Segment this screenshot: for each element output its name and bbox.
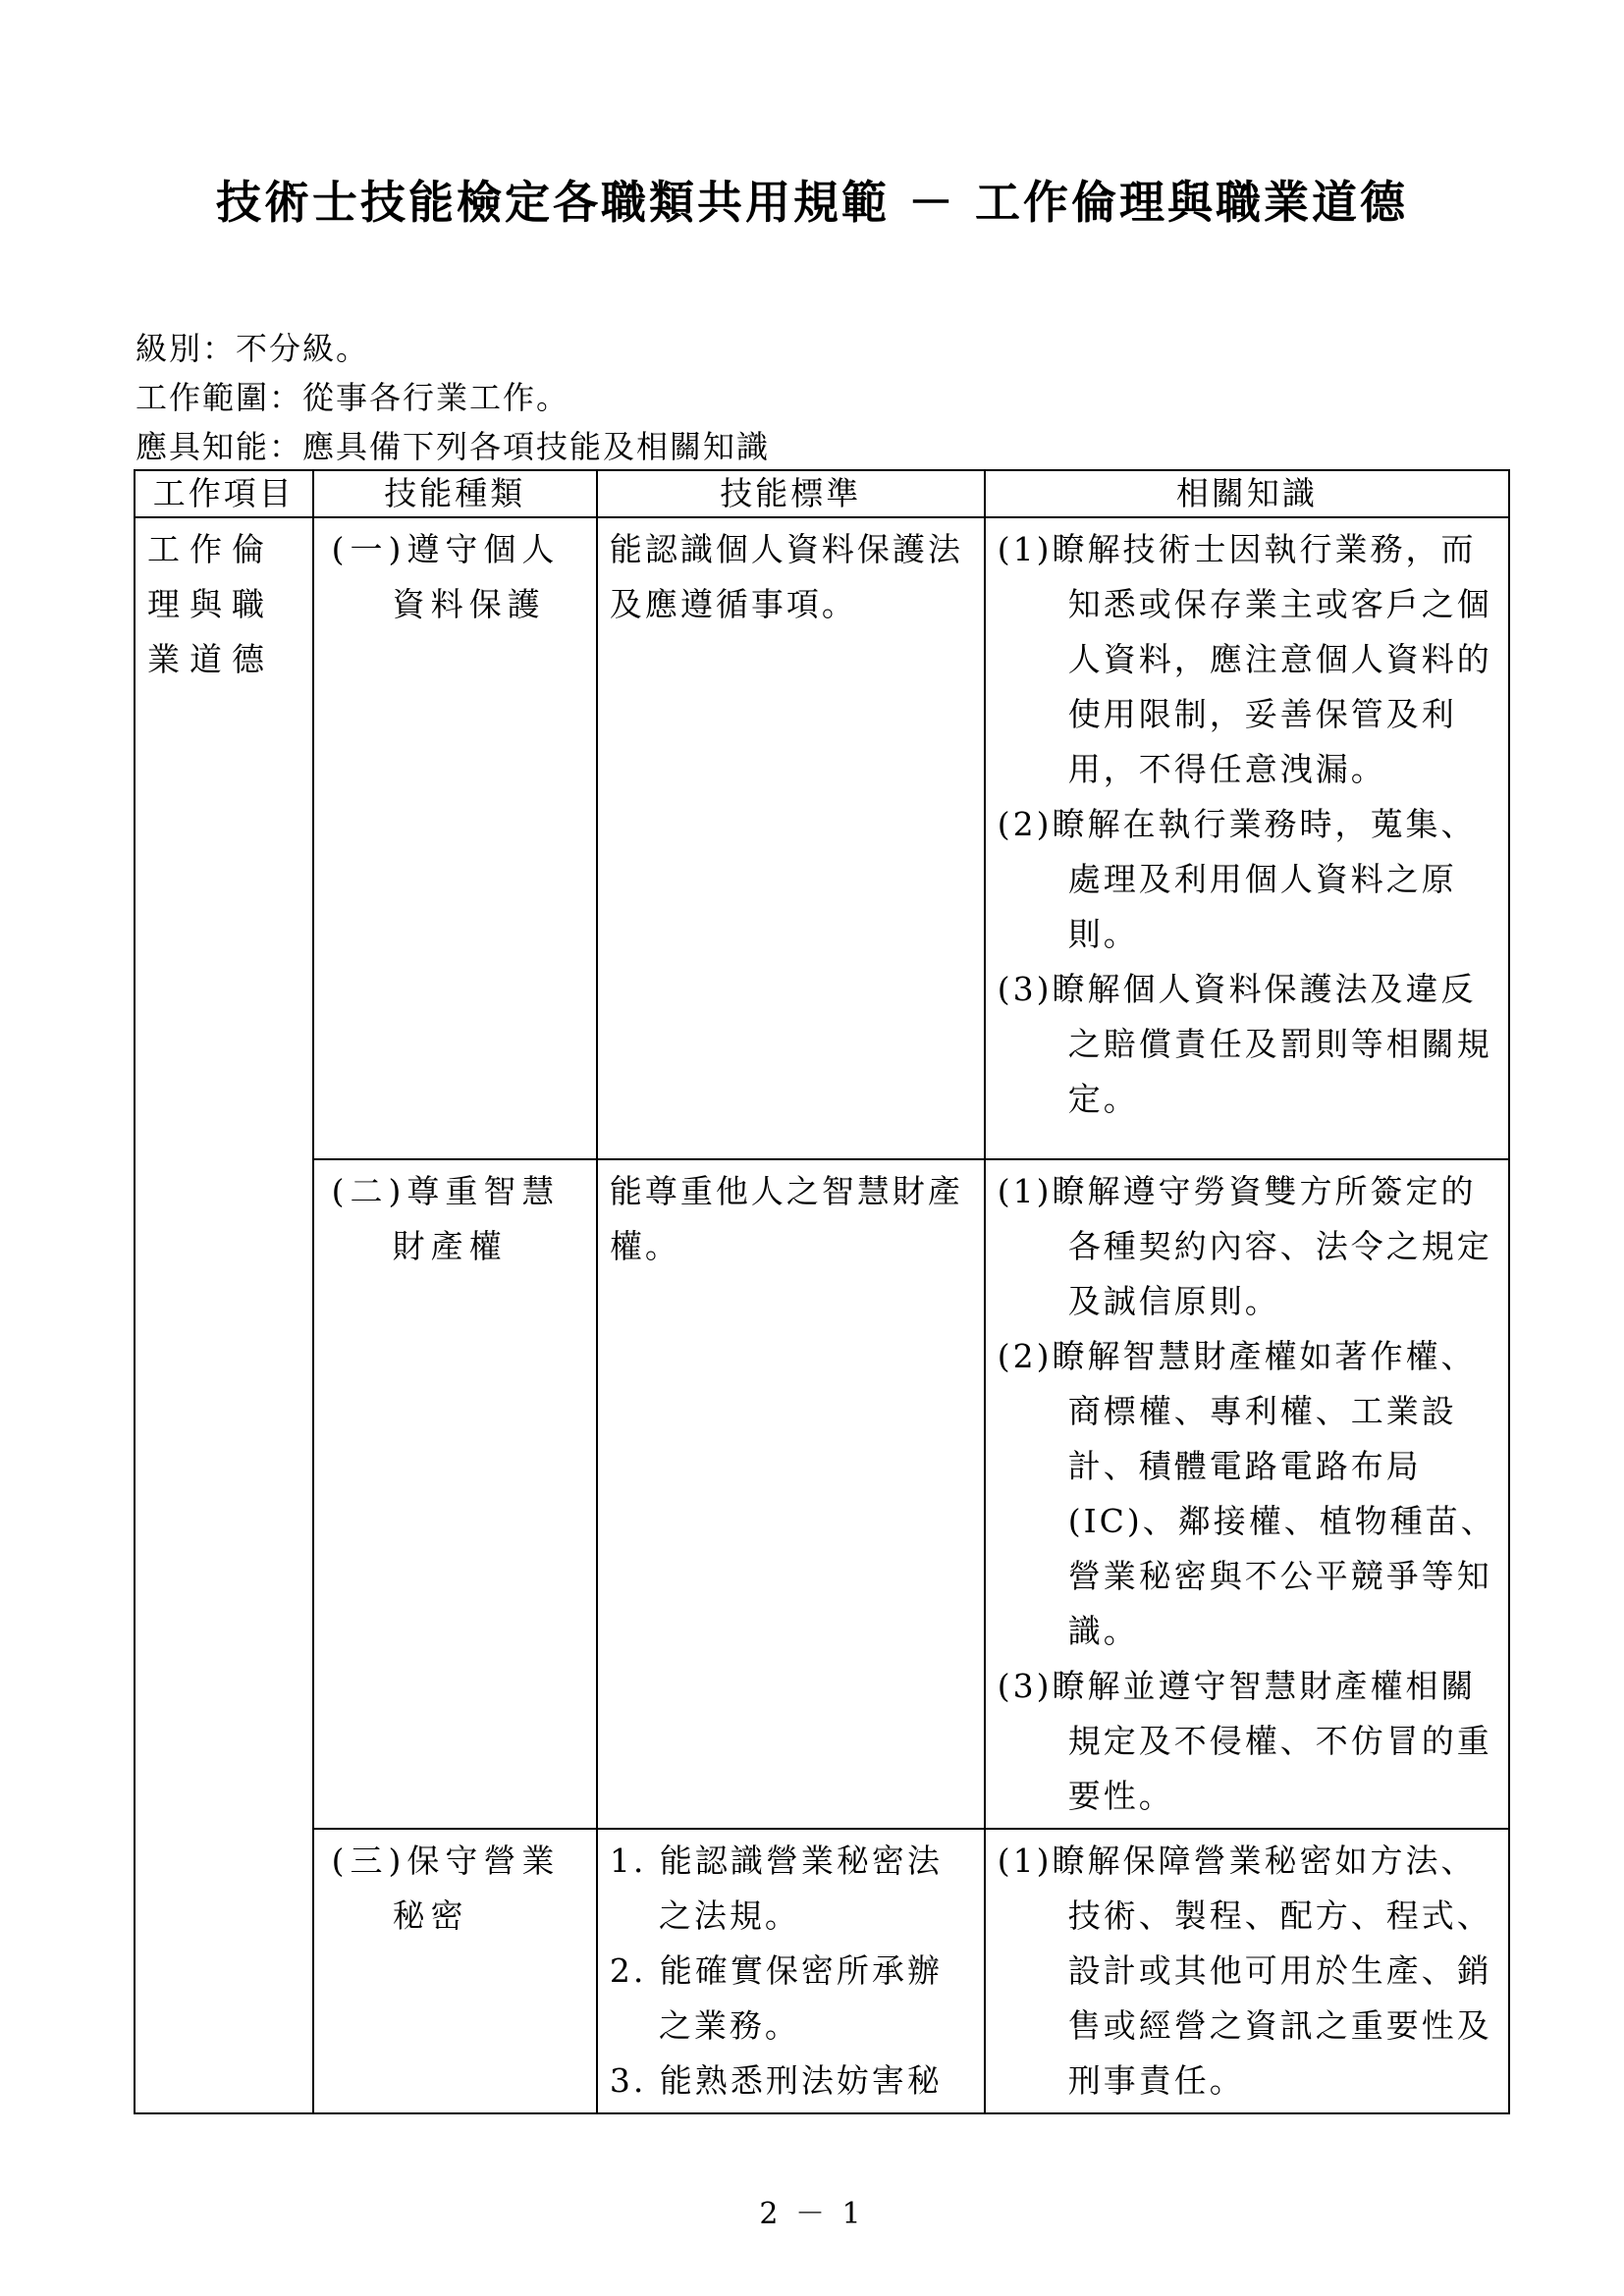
table-row — [135, 1829, 1509, 2113]
skill-type: (三)保守營業秘密 — [331, 1842, 561, 1935]
knowledge-item: (1)瞭解保障營業秘密如方法、技術、製程、配方、程式、設計或其他可用於生產、銷售或經營之資訊之重要性及刑事責任。 — [997, 1842, 1492, 2100]
header-knowledge: 相關知識 — [985, 470, 1509, 517]
knowledge-item: (3)瞭解並遵守智慧財產權相關規定及不侵權、不仿冒的重要性。 — [997, 1667, 1492, 1815]
knowledge-cell — [985, 1159, 1509, 1829]
skill-cell — [313, 517, 597, 1159]
standard-item: 3. 能熟悉刑法妨害秘 — [609, 2061, 943, 2100]
knowledge-item: (1)瞭解技術士因執行業務，而知悉或保存業主或客戶之個人資料，應注意個人資料的使用限制，妥善保管及利用，不得任意洩漏。 — [997, 530, 1492, 788]
header-work-item: 工作項目 — [135, 470, 313, 517]
standard-item: 1. 能認識營業秘密法之法規。 — [609, 1842, 943, 1935]
knowledge-item: (1)瞭解遵守勞資雙方所簽定的各種契約內容、法令之規定及誠信原則。 — [997, 1172, 1492, 1320]
skill-type: (一)遵守個人資料保護 — [331, 530, 561, 623]
standard-cell — [597, 517, 985, 1159]
standard-cell — [597, 1829, 985, 2113]
standard-item: 能認識個人資料保護法及應遵循事項。 — [609, 530, 963, 623]
header-skill-type: 技能種類 — [313, 470, 597, 517]
knowledge-item: (3)瞭解個人資料保護法及違反之賠償責任及罰則等相關規定。 — [997, 970, 1492, 1118]
level-line: 級別：不分級。 — [135, 330, 370, 367]
page-number: 2 － 1 — [759, 2197, 865, 2231]
knowledge-item: (2)瞭解智慧財產權如著作權、商標權、專利權、工業設計、積體電路電路布局(IC)、鄰接權、植物種苗、營業秘密與不公平競爭等知識。 — [997, 1337, 1496, 1650]
scope-line: 工作範圍：從事各行業工作。 — [135, 379, 570, 416]
standard-item: 能尊重他人之智慧財產權。 — [609, 1172, 963, 1265]
table-row — [135, 517, 1509, 1159]
ability-line: 應具知能：應具備下列各項技能及相關知識 — [135, 428, 771, 465]
work-item-cell: 工作倫理與職業道德 — [135, 517, 313, 2113]
standard-cell — [597, 1159, 985, 1829]
skill-cell — [313, 1159, 597, 1829]
skill-type: (二)尊重智慧財產權 — [331, 1172, 561, 1265]
knowledge-cell — [985, 1829, 1509, 2113]
knowledge-cell — [985, 517, 1509, 1159]
knowledge-item: (2)瞭解在執行業務時，蒐集、處理及利用個人資料之原則。 — [997, 805, 1477, 953]
standard-item: 2. 能確實保密所承辦之業務。 — [609, 1951, 943, 2045]
table-row — [135, 1159, 1509, 1829]
spec-table — [134, 469, 1510, 2114]
skill-cell — [313, 1829, 597, 2113]
header-skill-standard: 技能標準 — [597, 470, 985, 517]
page-title: 技術士技能檢定各職類共用規範 － 工作倫理與職業道德 — [215, 176, 1409, 229]
